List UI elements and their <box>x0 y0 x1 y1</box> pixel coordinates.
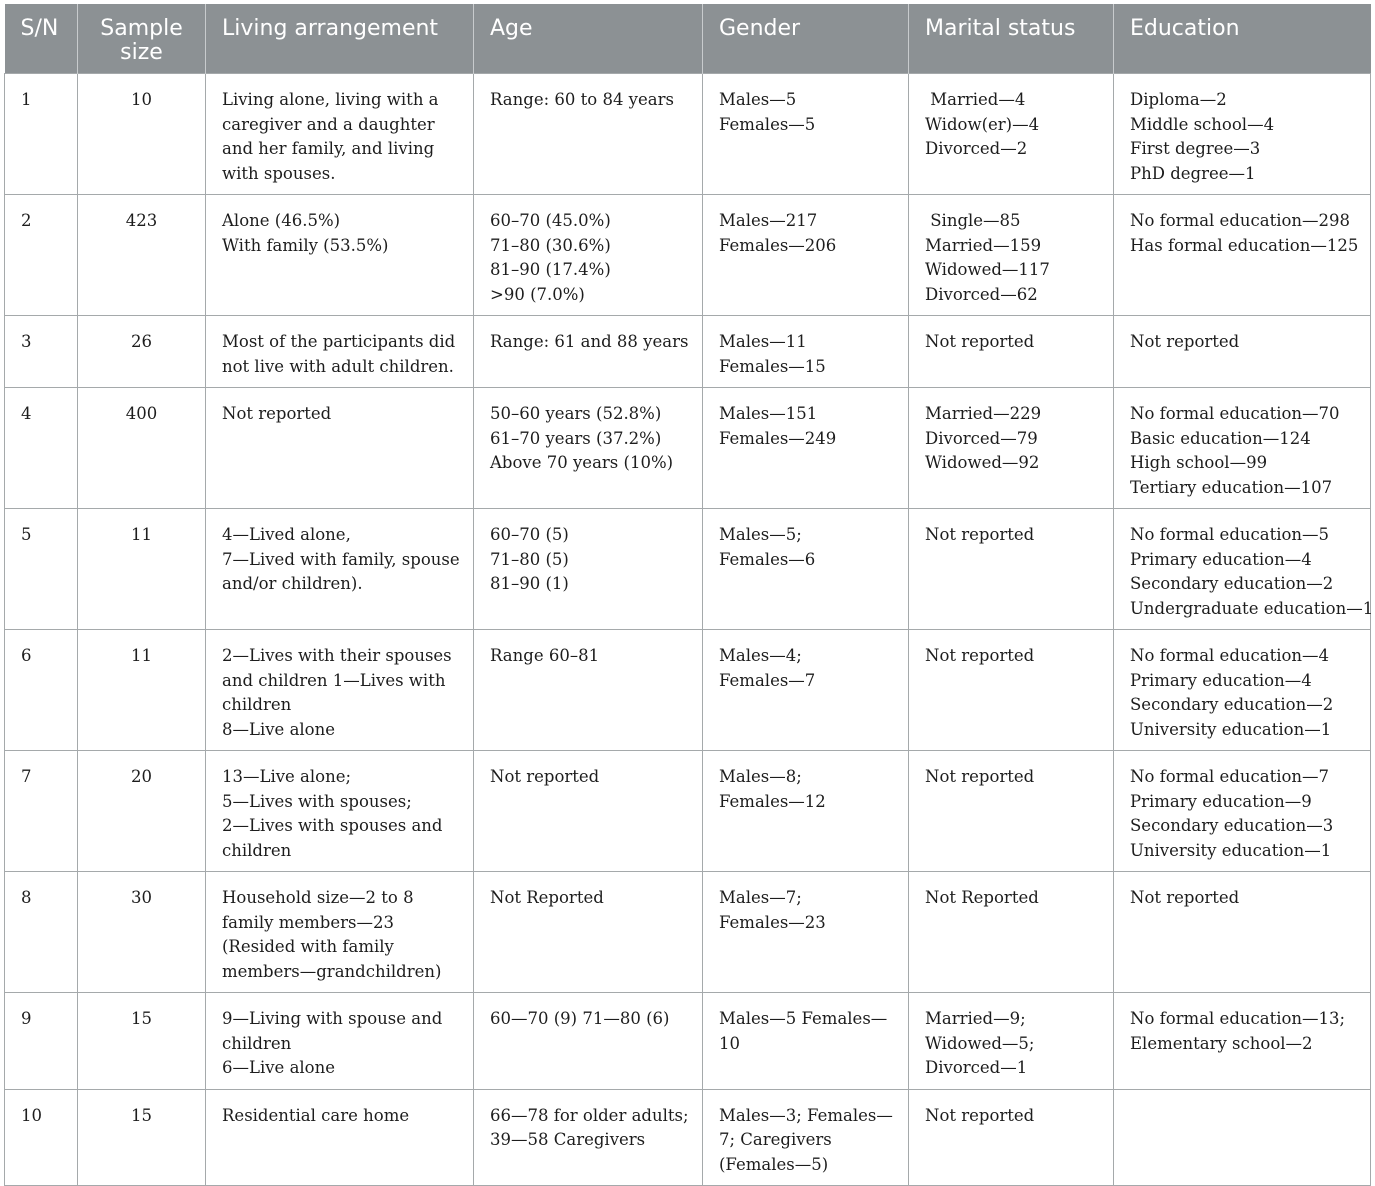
cell-education-line: Not reported <box>1130 888 1240 907</box>
cell-marital-status <box>909 630 1114 751</box>
cell-marital-status-line: Not reported <box>925 332 1035 351</box>
cell-gender <box>703 195 909 316</box>
table-row <box>5 1089 1371 1186</box>
cell-sn: 7 <box>5 751 78 872</box>
cell-age-line: 71–80 (30.6%) <box>490 235 611 255</box>
cell-marital-status <box>909 993 1114 1090</box>
cell-gender-line: Males—5 <box>719 90 797 109</box>
cell-gender-line: Females—5 <box>719 114 816 134</box>
cell-gender-line: Males—7; <box>719 888 802 907</box>
cell-living-arrangement-line: Most of the participants did not live with adult children. <box>222 332 456 376</box>
cell-age <box>474 74 703 195</box>
cell-education-line: No formal education—13; <box>1130 1009 1346 1028</box>
cell-living-arrangement-line: With family (53.5%) <box>222 235 389 255</box>
cell-marital-status-line: Widowed—92 <box>925 453 1040 472</box>
cell-sample-size: 15 <box>78 993 206 1090</box>
cell-education-line: Tertiary education—107 <box>1130 477 1333 497</box>
cell-education-line: No formal education—7 <box>1130 767 1330 786</box>
cell-marital-status <box>909 195 1114 316</box>
cell-age <box>474 388 703 509</box>
cell-education-line: Secondary education—3 <box>1130 816 1334 835</box>
cell-sample-size: 423 <box>78 195 206 316</box>
cell-age-line: 60–70 (5) <box>490 525 569 544</box>
cell-gender-line: Males—8; <box>719 767 802 786</box>
cell-age-line: >90 (7.0%) <box>490 284 585 304</box>
cell-gender <box>703 388 909 509</box>
table-row <box>5 316 1371 388</box>
cell-living-arrangement <box>206 74 474 195</box>
cell-age-line: 60–70 (45.0%) <box>490 211 611 230</box>
header-marital-status: Marital status <box>909 4 1114 74</box>
cell-gender-line: Males—151 <box>719 404 818 423</box>
cell-sn: 2 <box>5 195 78 316</box>
table-header <box>5 4 1371 74</box>
cell-living-arrangement-line: 5—Lives with spouses; <box>222 791 412 811</box>
cell-marital-status-line: Married—9; <box>925 1009 1026 1028</box>
cell-sample-size: 20 <box>78 751 206 872</box>
table-row <box>5 751 1371 872</box>
cell-living-arrangement <box>206 993 474 1090</box>
cell-sample-size: 11 <box>78 509 206 630</box>
header-row <box>5 4 1371 74</box>
cell-sn: 9 <box>5 993 78 1090</box>
cell-marital-status-line: Not Reported <box>925 888 1039 907</box>
header-sn: S/N <box>5 4 78 74</box>
cell-education-line: No formal education—298 <box>1130 211 1351 230</box>
cell-gender <box>703 993 909 1090</box>
header-sample-size <box>78 4 206 74</box>
cell-marital-status-line: Not reported <box>925 767 1035 786</box>
cell-sample-size: 15 <box>78 1089 206 1186</box>
cell-education <box>1114 509 1374 630</box>
cell-gender-line: Males—11 <box>719 332 807 351</box>
cell-education-line: University education—1 <box>1130 719 1332 739</box>
cell-marital-status-line: Divorced—2 <box>925 139 1028 158</box>
cell-living-arrangement-line: Living alone, living with a caregiver and a daughter and her family, and living with spouses. <box>222 90 439 183</box>
cell-education-line: High school—99 <box>1130 453 1268 472</box>
cell-marital-status <box>909 1089 1114 1186</box>
cell-sample-size: 26 <box>78 316 206 388</box>
cell-marital-status-line: Not reported <box>925 646 1035 665</box>
cell-education <box>1114 1089 1371 1186</box>
cell-age <box>474 1089 703 1186</box>
cell-marital-status-line: Divorced—62 <box>925 284 1038 304</box>
cell-sn: 1 <box>5 74 78 195</box>
cell-education-line: Elementary school—2 <box>1130 1033 1313 1053</box>
cell-sample-size: 11 <box>78 630 206 751</box>
table-row <box>5 993 1371 1090</box>
cell-sn: 10 <box>5 1089 78 1186</box>
cell-gender-line: Males—5 Females—10 <box>719 1009 888 1053</box>
cell-education-line: Primary education—4 <box>1130 549 1312 569</box>
table-row <box>5 872 1371 993</box>
cell-education-line: Not reported <box>1130 332 1240 351</box>
cell-marital-status <box>909 316 1114 388</box>
cell-gender <box>703 509 909 630</box>
table-row <box>5 388 1371 509</box>
cell-age-line: 66—78 for older adults; <box>490 1105 689 1125</box>
cell-age-line: Above 70 years (10%) <box>490 453 674 472</box>
cell-gender-line: Males—4; <box>719 646 802 665</box>
cell-marital-status-line: Married—159 <box>925 235 1042 255</box>
cell-age-line: 71–80 (5) <box>490 549 569 569</box>
participant-characteristics-table <box>4 4 1374 1186</box>
cell-sn: 5 <box>5 509 78 630</box>
cell-education <box>1114 872 1371 993</box>
cell-education-line: PhD degree—1 <box>1130 163 1256 183</box>
cell-living-arrangement-line: 13—Live alone; <box>222 767 352 786</box>
cell-marital-status-line: Married—229 <box>925 404 1042 423</box>
cell-gender-line: Males—5; <box>719 525 802 544</box>
cell-education-line: Secondary education—2 <box>1130 574 1334 593</box>
cell-marital-status <box>909 74 1114 195</box>
cell-education <box>1114 993 1371 1090</box>
cell-age <box>474 316 703 388</box>
cell-education-line: Diploma—2 <box>1130 90 1227 109</box>
cell-gender <box>703 630 909 751</box>
cell-gender-line: Females—206 <box>719 235 837 255</box>
cell-living-arrangement-line: 9—Living with spouse and children <box>222 1009 443 1053</box>
cell-marital-status-line: Not reported <box>925 1105 1035 1125</box>
cell-education-line: Undergraduate education—1 <box>1130 598 1374 618</box>
cell-age-line: Range 60–81 <box>490 646 600 665</box>
cell-age-line: 81–90 (1) <box>490 574 569 593</box>
table-row <box>5 74 1371 195</box>
cell-gender-line: Females—12 <box>719 791 826 811</box>
cell-sn: 3 <box>5 316 78 388</box>
header-gender: Gender <box>703 4 909 74</box>
cell-gender <box>703 872 909 993</box>
cell-age-line: Not Reported <box>490 888 604 907</box>
cell-living-arrangement-line: 7—Lived with family, spouse and/or children). <box>222 549 460 593</box>
cell-age-line: 50–60 years (52.8%) <box>490 404 662 423</box>
cell-living-arrangement-line: 2—Lives with spouses and children <box>222 816 443 860</box>
cell-education-line: Has formal education—125 <box>1130 235 1359 255</box>
cell-marital-status-line: Widowed—5; <box>925 1033 1035 1053</box>
cell-age-line: Range: 61 and 88 years <box>490 332 689 351</box>
cell-gender-line: Females—23 <box>719 912 826 932</box>
cell-sample-size: 400 <box>78 388 206 509</box>
cell-gender-line: Females—6 <box>719 549 816 569</box>
cell-gender <box>703 316 909 388</box>
cell-age <box>474 630 703 751</box>
cell-marital-status-line: Widowed—117 <box>925 260 1050 279</box>
cell-education-line: Primary education—4 <box>1130 670 1312 690</box>
cell-education <box>1114 195 1371 316</box>
cell-marital-status <box>909 751 1114 872</box>
cell-marital-status <box>909 872 1114 993</box>
cell-gender <box>703 1089 909 1186</box>
cell-marital-status-line: Not reported <box>925 525 1035 544</box>
cell-education-line: No formal education—70 <box>1130 404 1340 423</box>
cell-education <box>1114 388 1371 509</box>
cell-sn: 6 <box>5 630 78 751</box>
cell-marital-status <box>909 509 1114 630</box>
cell-education-line: No formal education—5 <box>1130 525 1330 544</box>
cell-education <box>1114 751 1371 872</box>
cell-living-arrangement <box>206 1089 474 1186</box>
cell-sample-size: 10 <box>78 74 206 195</box>
cell-age-line: 61–70 years (37.2%) <box>490 428 662 448</box>
cell-marital-status-line: Widow(er)—4 <box>925 114 1040 134</box>
cell-living-arrangement-line: 8—Live alone <box>222 719 336 739</box>
cell-education-line: Primary education—9 <box>1130 791 1312 811</box>
cell-sample-size: 30 <box>78 872 206 993</box>
cell-age <box>474 872 703 993</box>
cell-living-arrangement <box>206 630 474 751</box>
cell-living-arrangement <box>206 872 474 993</box>
cell-education <box>1114 316 1371 388</box>
cell-age <box>474 509 703 630</box>
cell-living-arrangement <box>206 751 474 872</box>
cell-age-line: Range: 60 to 84 years <box>490 90 674 109</box>
table-body <box>5 74 1374 1186</box>
cell-age <box>474 195 703 316</box>
cell-marital-status-line: Married—4 <box>925 90 1026 109</box>
cell-age-line: Not reported <box>490 767 600 786</box>
cell-education-line: No formal education—4 <box>1130 646 1330 665</box>
cell-marital-status-line: Divorced—79 <box>925 428 1038 448</box>
table-row <box>5 509 1371 630</box>
cell-education-line: Basic education—124 <box>1130 428 1311 448</box>
cell-marital-status <box>909 388 1114 509</box>
header-age: Age <box>474 4 703 74</box>
cell-marital-status-line: Single—85 <box>925 211 1021 230</box>
cell-living-arrangement <box>206 195 474 316</box>
cell-living-arrangement-line: 4—Lived alone, <box>222 525 351 544</box>
cell-education-line: Secondary education—2 <box>1130 695 1334 714</box>
cell-sn: 4 <box>5 388 78 509</box>
header-education: Education <box>1114 4 1371 74</box>
cell-age-line: 81–90 (17.4%) <box>490 260 611 279</box>
cell-education-line: University education—1 <box>1130 840 1332 860</box>
cell-gender-line: Males—3; Females—7; Caregivers (Females—5) <box>719 1105 893 1174</box>
cell-living-arrangement <box>206 509 474 630</box>
cell-gender <box>703 751 909 872</box>
header-living-arrangement: Living arrangement <box>206 4 474 74</box>
cell-age <box>474 751 703 872</box>
cell-education-line: First degree—3 <box>1130 139 1261 158</box>
cell-sn: 8 <box>5 872 78 993</box>
cell-living-arrangement-line: Residential care home <box>222 1105 410 1125</box>
cell-living-arrangement-line: Household size—2 to 8 family members—23 (Resided with family members—grandchildren) <box>222 888 442 981</box>
cell-education-line: Middle school—4 <box>1130 114 1275 134</box>
cell-gender <box>703 74 909 195</box>
cell-marital-status-line: Divorced—1 <box>925 1058 1028 1077</box>
table-row <box>5 195 1371 316</box>
cell-living-arrangement <box>206 388 474 509</box>
cell-living-arrangement <box>206 316 474 388</box>
cell-age-line: 60—70 (9) 71—80 (6) <box>490 1009 670 1028</box>
cell-living-arrangement-line: 2—Lives with their spouses and children 1—Lives with children <box>222 646 452 714</box>
cell-gender-line: Females—7 <box>719 670 816 690</box>
cell-gender-line: Males—217 <box>719 211 818 230</box>
cell-living-arrangement-line: Not reported <box>222 404 332 423</box>
cell-living-arrangement-line: 6—Live alone <box>222 1058 336 1077</box>
cell-gender-line: Females—15 <box>719 356 826 376</box>
table-row <box>5 630 1371 751</box>
header-sample-size-label: Sample size <box>100 16 183 65</box>
cell-age <box>474 993 703 1090</box>
cell-age-line: 39—58 Caregivers <box>490 1130 646 1149</box>
cell-education <box>1114 74 1371 195</box>
cell-gender-line: Females—249 <box>719 428 837 448</box>
cell-education <box>1114 630 1371 751</box>
cell-living-arrangement-line: Alone (46.5%) <box>222 211 341 230</box>
